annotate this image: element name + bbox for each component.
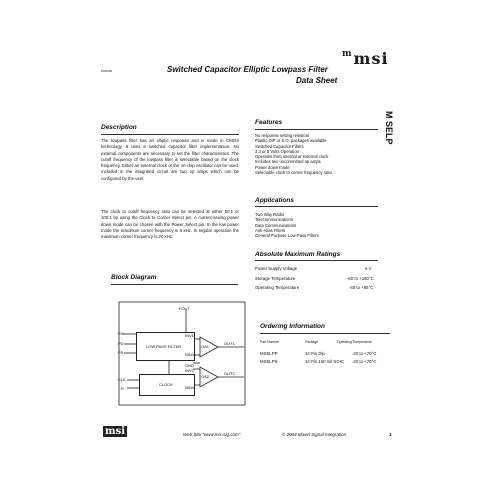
pin-label: OUT2 <box>224 371 235 376</box>
list-item: Plastic DIP or S.O. packages available <box>255 138 327 144</box>
footer-website: Web Site "www.mix-sig.com" <box>183 432 241 437</box>
table-cell: MSELPS <box>260 359 278 364</box>
table-cell: -20 to +70°C <box>352 351 377 356</box>
description-heading: Description <box>101 124 137 131</box>
document-number: MS0000 <box>101 69 113 73</box>
description-paragraph-1: The lowpass filter has an elliptic response and is made in CMOS technology. It uses a switched capacitor filter implementation. No external components are necessary to set the filter characteristics. The cutoff frequency of the lowpass filter is selectable based on the clock frequency. Either an external clock or the on-chip oscillator can be used. Included in the integrated circuit are two op amps which can be configured by the user. <box>101 138 239 181</box>
pin-label: R <box>121 386 124 391</box>
description-paragraph-2: The clock to cutoff frequency ratio can be selected at either 50:1 or 100:1 by using the Clock to Corner Select pin. A current-saving power down mode can be chosen with the Power Select pin. In the low power mode the maximum corner frequency is 5 kHz. In regular operation the maximum corner frequency is 20 kHz. <box>101 209 239 240</box>
list-item: Switched Capacitor Filters <box>255 143 304 149</box>
pin-label: PD <box>118 341 124 346</box>
block-diagram-heading: Block Diagram <box>111 274 157 281</box>
pin-label: OUT1 <box>224 341 235 346</box>
list-item: 3.3 or 5 Volts Operation <box>255 148 299 154</box>
table-cell: 14 Pin Dip <box>305 351 325 356</box>
ordering-column-header: Package <box>305 340 319 344</box>
footer-logo: msi <box>105 426 126 437</box>
list-item: General Purpose Low-Pass Filters <box>255 233 319 239</box>
company-logo: $^m$msi <box>342 49 389 68</box>
list-item: Telecommunications <box>255 217 293 223</box>
table-cell: MSELPP <box>260 351 278 356</box>
list-item: No response setting resistors <box>255 133 310 138</box>
pin-label: NINV <box>185 352 195 357</box>
list-item: Power down mode <box>255 164 290 170</box>
ratings-row-name: Operating Temperature <box>255 285 300 290</box>
ratings-row-value: -40 to +85°C <box>349 285 374 290</box>
page-subtitle: Data Sheet <box>296 76 338 85</box>
clock-label: CLOCK <box>159 382 173 387</box>
ordering-heading: Ordering Information <box>260 323 325 330</box>
op-amp-label: OA1 <box>201 344 210 349</box>
ratings-row-value: 6 V <box>365 266 372 271</box>
list-item: Operates from internal or external clock <box>255 154 329 160</box>
list-item: Includes two uncommitted op amps <box>255 159 321 165</box>
page-title: Switched Capacitor Elliptic Lowpass Filter <box>167 65 328 74</box>
page-number: 1 <box>389 432 392 437</box>
ordering-column-header: Part Number <box>260 340 280 344</box>
vertical-part-number: M SELP <box>384 111 394 145</box>
pin-label: INV2 <box>185 368 194 373</box>
pin-label: CLK <box>118 377 126 382</box>
list-item: Selectable clock to corner frequency ratio <box>255 170 332 176</box>
ordering-column-header: Operating Temperature <box>337 340 372 344</box>
pin-label: FIN <box>118 331 125 336</box>
features-heading: Features <box>255 119 283 126</box>
table-cell: -20 to +70°C <box>352 359 377 364</box>
ratings-row-name: Power Supply Voltage <box>255 266 298 271</box>
pin-label: NINV <box>185 385 195 390</box>
table-cell: 14 Pin 150 mil SOIC <box>305 359 344 364</box>
pin-label: GND <box>185 363 194 368</box>
list-item: Anti-Alias Filters <box>255 227 286 233</box>
pin-label: INV1 <box>185 333 194 338</box>
ordering-rule <box>260 333 390 334</box>
filter-label: LOW PASS FILTER <box>146 344 182 349</box>
op-amp-label: OA2 <box>201 374 210 379</box>
pin-label: FOUT <box>179 306 190 311</box>
list-item: Data Communications <box>255 222 297 228</box>
ratings-row-name: Storage Temperature <box>255 276 296 281</box>
ratings-row-value: -60 to +150°C <box>347 276 374 281</box>
ratings-heading: Absolute Maximum Ratings <box>255 251 341 258</box>
list-item: Two Way Radio <box>255 212 285 217</box>
pin-label: PS <box>118 350 124 355</box>
applications-heading: Applications <box>255 197 295 204</box>
datasheet-page <box>97 47 402 444</box>
footer-copyright: © 2004 Mixed Signal Integration <box>282 432 347 437</box>
block-diagram <box>97 47 402 444</box>
